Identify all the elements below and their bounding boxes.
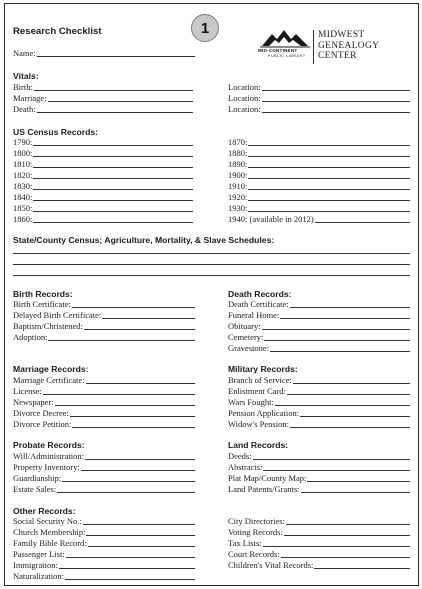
field-line[interactable] [290, 420, 410, 428]
field-label: Funeral Home: [228, 310, 280, 320]
field-label: Abstracts: [228, 462, 263, 472]
field-label: Death Certificate: [228, 299, 289, 309]
field-line[interactable] [284, 528, 410, 536]
branch-of-service-field[interactable] [228, 375, 410, 385]
land-records-heading: Land Records: [228, 440, 289, 450]
field-label: Tax Lists: [228, 538, 262, 548]
plat-map-field[interactable] [228, 473, 410, 483]
library-subtitle: PUBLIC LIBRARY [268, 54, 306, 58]
field-label: Newspaper: [13, 397, 54, 407]
other-records-heading: Other Records: [13, 506, 76, 516]
field-label: Widow's Pension: [228, 419, 289, 429]
name-label: Name: [13, 48, 36, 58]
vitals-marriage-location-field[interactable] [228, 93, 410, 103]
field-line[interactable] [248, 160, 410, 168]
page-number: 1 [200, 19, 210, 37]
field-line[interactable] [34, 83, 193, 91]
census-1810-field[interactable] [13, 159, 193, 169]
tax-lists-field[interactable] [228, 538, 410, 548]
field-line[interactable] [248, 149, 410, 157]
field-line[interactable] [70, 409, 195, 417]
field-line[interactable] [300, 409, 410, 417]
adoption-field[interactable] [13, 332, 195, 342]
delayed-birth-certificate-field[interactable] [13, 310, 195, 320]
field-line[interactable] [248, 138, 410, 146]
death-records-heading: Death Records: [228, 289, 292, 299]
family-bible-field[interactable] [13, 538, 195, 548]
newspaper-field[interactable] [13, 397, 195, 407]
library-logo-icon [260, 28, 310, 48]
field-label: Birth: [13, 82, 33, 92]
center-line-3: CENTER [318, 51, 357, 61]
field-label: Death: [13, 104, 36, 114]
field-line[interactable] [55, 398, 195, 406]
license-field[interactable] [13, 386, 195, 396]
field-line[interactable] [315, 215, 410, 223]
death-certificate-field[interactable] [228, 299, 410, 309]
field-line[interactable] [57, 485, 195, 493]
field-line[interactable] [81, 463, 195, 471]
field-label: Cemetery: [228, 332, 264, 342]
checklist-sheet [4, 3, 419, 586]
cemetery-field[interactable] [228, 332, 410, 342]
vitals-death-location-field[interactable] [228, 104, 410, 114]
enlistment-card-field[interactable] [228, 386, 410, 396]
obituary-field[interactable] [228, 321, 410, 331]
field-line[interactable] [253, 452, 410, 460]
field-line[interactable] [262, 105, 410, 113]
name-line[interactable] [37, 49, 195, 57]
field-line[interactable] [33, 138, 193, 146]
field-line[interactable] [88, 539, 195, 547]
field-label: Social Security No.: [13, 516, 82, 526]
state-census-heading: State/County Census; Agriculture, Mortality, & Slave Schedules: [13, 235, 275, 245]
field-line[interactable] [263, 463, 410, 471]
field-label: 1900: [228, 170, 248, 180]
census-1790-field[interactable] [13, 137, 193, 147]
census-heading: US Census Records: [13, 127, 99, 137]
field-label: 1930: [228, 203, 248, 213]
field-line[interactable] [262, 83, 410, 91]
field-line[interactable] [33, 149, 193, 157]
field-line[interactable] [33, 204, 193, 212]
field-line[interactable] [314, 561, 410, 569]
field-line[interactable] [307, 474, 410, 482]
pension-application-field[interactable] [228, 408, 410, 418]
census-1860-field[interactable] [13, 214, 193, 224]
field-label: Enlistment Card: [228, 386, 286, 396]
field-line[interactable] [72, 300, 195, 308]
field-label: Naturalization: [13, 571, 64, 581]
field-line[interactable] [286, 517, 410, 525]
field-line[interactable] [83, 517, 195, 525]
state-census-line-3[interactable] [13, 275, 410, 276]
deeds-field[interactable] [228, 451, 410, 461]
field-line[interactable] [33, 215, 193, 223]
naturalization-field[interactable] [13, 571, 195, 581]
field-label: Branch of Service: [228, 375, 292, 385]
field-line[interactable] [262, 94, 410, 102]
field-line[interactable] [33, 171, 193, 179]
field-label: 1820: [13, 170, 33, 180]
census-1920-field[interactable] [228, 192, 410, 202]
field-label: 1850: [13, 203, 33, 213]
vitals-death-field[interactable] [13, 104, 193, 114]
field-line[interactable] [59, 561, 195, 569]
census-1820-field[interactable] [13, 170, 193, 180]
will-administration-field[interactable] [13, 451, 195, 461]
field-line[interactable] [66, 550, 195, 558]
field-label: 1800: [13, 148, 33, 158]
wars-fought-field[interactable] [228, 397, 410, 407]
birth-records-heading: Birth Records: [13, 289, 73, 299]
field-line[interactable] [301, 485, 410, 493]
field-label: 1940: (available in 2012) [228, 214, 314, 224]
field-label: Church Membership: [13, 527, 86, 537]
census-1870-field[interactable] [228, 137, 410, 147]
field-line[interactable] [290, 300, 410, 308]
field-label: Divorce Petition: [13, 419, 72, 429]
field-label: Divorce Decree: [13, 408, 69, 418]
field-line[interactable] [33, 160, 193, 168]
library-name: MID-CONTINENT [258, 48, 298, 53]
widows-pension-field[interactable] [228, 419, 410, 429]
field-label: Marriage Certificate: [13, 375, 85, 385]
genealogy-center-name [318, 30, 379, 62]
birth-certificate-field[interactable] [13, 299, 195, 309]
census-1880-field[interactable] [228, 148, 410, 158]
field-label: 1790: [13, 137, 33, 147]
field-line[interactable] [84, 322, 195, 330]
field-label: Location: [228, 93, 261, 103]
court-records-field[interactable] [228, 549, 410, 559]
field-label: Obituary: [228, 321, 261, 331]
state-census-line-1[interactable] [13, 253, 410, 254]
field-label: Family Bible Record: [13, 538, 87, 548]
census-1850-field[interactable] [13, 203, 193, 213]
social-security-field[interactable] [13, 516, 195, 526]
field-line[interactable] [280, 311, 410, 319]
state-census-line-2[interactable] [13, 264, 410, 265]
field-label: Immigration: [13, 560, 58, 570]
field-line[interactable] [275, 398, 410, 406]
field-line[interactable] [86, 376, 195, 384]
field-label: 1920: [228, 192, 248, 202]
field-line[interactable] [287, 387, 410, 395]
field-label: Voting Records: [228, 527, 283, 537]
immigration-field[interactable] [13, 560, 195, 570]
field-line[interactable] [33, 193, 193, 201]
field-line[interactable] [86, 528, 195, 536]
field-line[interactable] [248, 182, 410, 190]
field-label: Will/Administration: [13, 451, 84, 461]
military-records-heading: Military Records: [228, 364, 298, 374]
census-1900-field[interactable] [228, 170, 410, 180]
childrens-vital-records-field[interactable] [228, 560, 410, 570]
field-line[interactable] [72, 420, 195, 428]
census-1840-field[interactable] [13, 192, 193, 202]
baptism-field[interactable] [13, 321, 195, 331]
field-line[interactable] [263, 539, 410, 547]
field-label: Passenger List: [13, 549, 65, 559]
field-line[interactable] [48, 333, 195, 341]
field-label: 1910: [228, 181, 248, 191]
census-1910-field[interactable] [228, 181, 410, 191]
field-line[interactable] [102, 311, 195, 319]
guardianship-field[interactable] [13, 473, 195, 483]
field-label: 1870: [228, 137, 248, 147]
field-line[interactable] [262, 322, 410, 330]
vitals-birth-location-field[interactable] [228, 82, 410, 92]
marriage-records-heading: Marriage Records: [13, 364, 89, 374]
probate-records-heading: Probate Records: [13, 440, 85, 450]
voting-records-field[interactable] [228, 527, 410, 537]
field-line[interactable] [85, 452, 195, 460]
passenger-list-field[interactable] [13, 549, 195, 559]
land-patents-field[interactable] [228, 484, 410, 494]
field-label: Birth Certificate: [13, 299, 71, 309]
vitals-heading: Vitals: [13, 71, 39, 81]
field-label: Gravestone: [228, 343, 270, 353]
field-line[interactable] [62, 474, 195, 482]
field-line[interactable] [248, 204, 410, 212]
center-line-2: GENEALOGY [318, 40, 380, 51]
center-line-1: MIDWEST [318, 30, 365, 40]
census-1800-field[interactable] [13, 148, 193, 158]
divorce-petition-field[interactable] [13, 419, 195, 429]
field-label: Court Records: [228, 549, 280, 559]
census-1890-field[interactable] [228, 159, 410, 169]
field-label: Plat Map/County Map: [228, 473, 307, 483]
field-line[interactable] [43, 387, 195, 395]
field-label: City Directories: [228, 516, 285, 526]
field-label: Baptism/Christened: [13, 321, 83, 331]
field-label: 1810: [13, 159, 33, 169]
census-1830-field[interactable] [13, 181, 193, 191]
funeral-home-field[interactable] [228, 310, 410, 320]
field-label: Location: [228, 82, 261, 92]
field-line[interactable] [281, 550, 410, 558]
abstracts-field[interactable] [228, 462, 410, 472]
field-label: Location: [228, 104, 261, 114]
field-label: Wars Fought: [228, 397, 274, 407]
city-directories-field[interactable] [228, 516, 410, 526]
field-line[interactable] [264, 333, 410, 341]
field-line[interactable] [293, 376, 410, 384]
gravestone-field[interactable] [228, 343, 410, 353]
vitals-marriage-field[interactable] [13, 93, 193, 103]
field-label: Pension Application: [228, 408, 300, 418]
page-title: Research Checklist [13, 26, 102, 37]
field-label: 1860: [13, 214, 33, 224]
field-line[interactable] [248, 193, 410, 201]
name-field[interactable] [13, 48, 195, 58]
field-label: Land Patents/Grants: [228, 484, 300, 494]
field-label: 1890: [228, 159, 248, 169]
marriage-certificate-field[interactable] [13, 375, 195, 385]
vitals-birth-field[interactable] [13, 82, 193, 92]
census-1940-field[interactable] [228, 214, 410, 224]
field-label: Estate Sales: [13, 484, 57, 494]
field-label: Guardianship: [13, 473, 62, 483]
divorce-decree-field[interactable] [13, 408, 195, 418]
logo-divider [313, 30, 314, 64]
field-label: Marriage: [13, 93, 47, 103]
property-inventory-field[interactable] [13, 462, 195, 472]
field-line[interactable] [270, 344, 410, 352]
field-label: Property Inventory: [13, 462, 80, 472]
field-line[interactable] [248, 171, 410, 179]
field-label: Deeds: [228, 451, 252, 461]
field-line[interactable] [37, 105, 193, 113]
field-label: Adoption: [13, 332, 48, 342]
field-label: 1830: [13, 181, 33, 191]
field-line[interactable] [65, 572, 195, 580]
page-number-badge [191, 14, 219, 42]
field-label: License: [13, 386, 42, 396]
field-label: Children's Vital Records: [228, 560, 314, 570]
field-label: 1840: [13, 192, 33, 202]
field-line[interactable] [33, 182, 193, 190]
field-label: Delayed Birth Certificate: [13, 310, 102, 320]
field-line[interactable] [48, 94, 193, 102]
estate-sales-field[interactable] [13, 484, 195, 494]
census-1930-field[interactable] [228, 203, 410, 213]
church-membership-field[interactable] [13, 527, 195, 537]
field-label: 1880: [228, 148, 248, 158]
